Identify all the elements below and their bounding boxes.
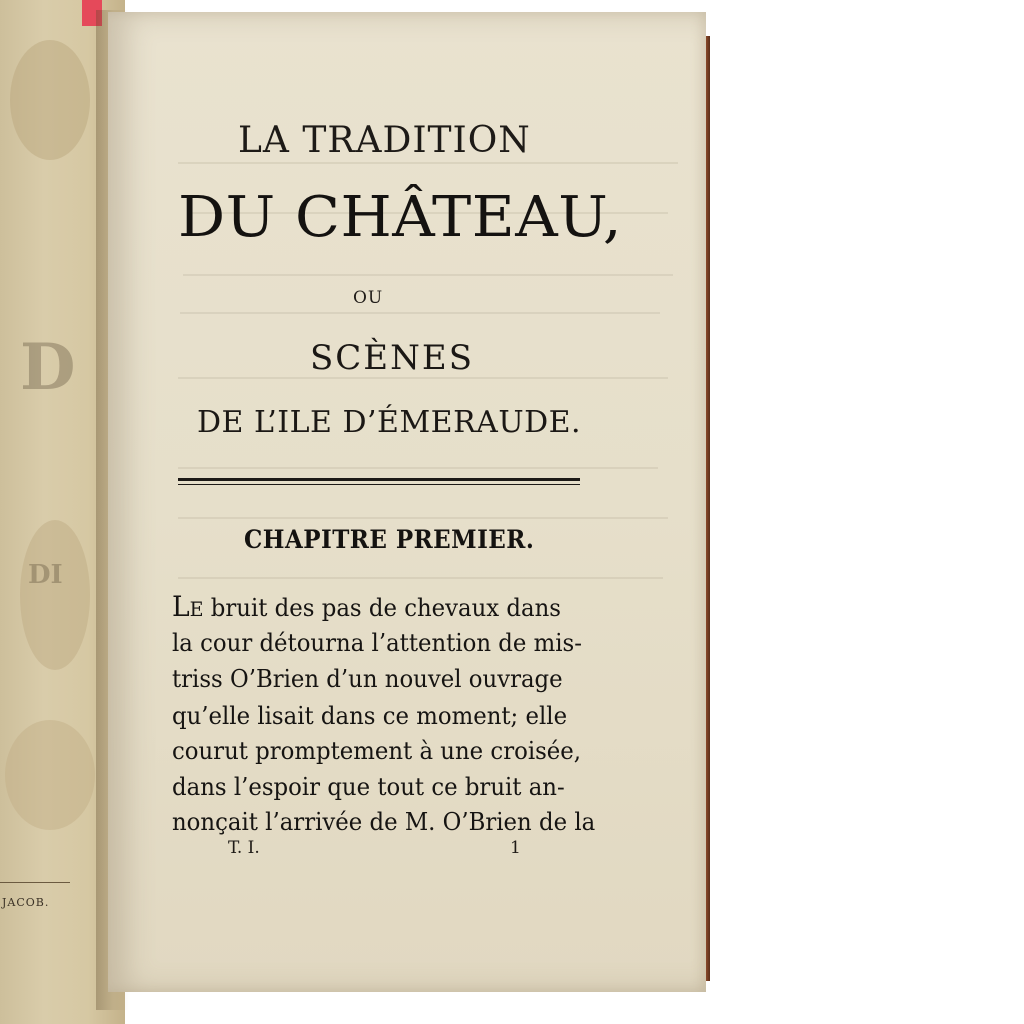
paragraph-line: courut promptement à une croisée,: [172, 737, 582, 765]
page-stain: [5, 720, 95, 830]
title-conjunction: OU: [353, 288, 384, 308]
dropcap: Le: [172, 590, 204, 623]
paragraph-line: dans l’espoir que tout ce bruit an-: [172, 773, 565, 801]
left-page-rule: [0, 882, 70, 883]
signature-number: 1: [510, 838, 521, 858]
title-line-3: SCÈNES: [310, 338, 474, 378]
left-page-bleed-letter: DI: [28, 560, 63, 590]
paragraph-line: qu’elle lisait dans ce moment; elle: [172, 702, 568, 730]
page-stain: [10, 40, 90, 160]
left-page-imprint: JACOB.: [2, 896, 50, 909]
title-rule-thin: [178, 484, 580, 485]
title-line-4: DE L’ILE D’ÉMERAUDE.: [197, 405, 582, 440]
paragraph-line: nonçait l’arrivée de M. O’Brien de la: [172, 808, 596, 836]
paragraph-line: la cour détourna l’attention de mis-: [172, 629, 582, 657]
title-line-2: DU CHÂTEAU,: [178, 185, 623, 250]
paragraph-line: Le bruit des pas de chevaux dans: [172, 590, 561, 623]
signature-volume: T. I.: [228, 838, 260, 858]
left-page-bleed-letter: D: [20, 330, 76, 405]
title-rule: [178, 478, 580, 481]
title-line-1: LA TRADITION: [238, 120, 531, 161]
paragraph-line: triss O’Brien d’un nouvel ouvrage: [172, 665, 563, 693]
chapter-heading: CHAPITRE PREMIER.: [244, 525, 535, 554]
page-stain: [20, 520, 90, 670]
